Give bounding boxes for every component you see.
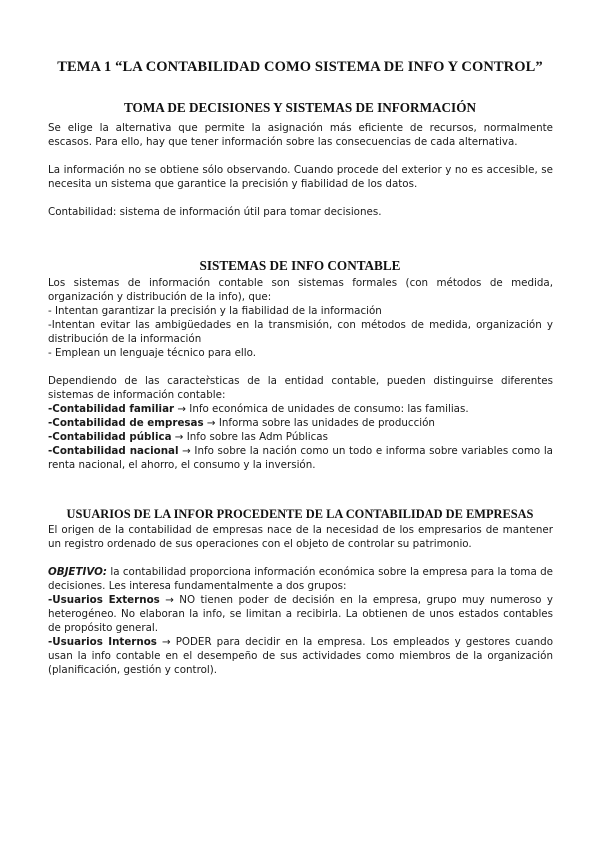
description: → PODER para decidir en la empresa. Los empleados y gestores cuando usan la info contable en el desempeño de sus actividades como miembros de la organización (planificación, gestión y control). xyxy=(48,636,553,676)
term: -Contabilidad de empresas xyxy=(48,417,204,429)
objetivo-label: OBJETIVO: xyxy=(48,566,107,578)
list-item xyxy=(48,402,553,416)
description: → Informa sobre las unidades de producción xyxy=(203,417,435,429)
paragraph: El origen de la contabilidad de empresas nace de la necesidad de los empresarios de mantener un registro ordenado de sus operaciones con el objeto de controlar su patrimonio. xyxy=(48,524,553,550)
list-item: - Emplean un lenguaje técnico para ello. xyxy=(48,347,257,359)
description: → NO tienen poder de decisión en la empresa, grupo muy numeroso y heterogéneo. No elaboran la info, se limitan a recibirla. La obtienen de unos estados contables de propósito general. xyxy=(48,594,553,634)
paragraph: Contabilidad: sistema de información útil para tomar decisiones. xyxy=(48,206,382,218)
paragraph: Los sistemas de información contable son sistemas formales (con métodos de medida, organización y distribución de la info), que: xyxy=(48,277,553,303)
list-item xyxy=(48,430,553,444)
paragraph xyxy=(48,565,553,593)
paragraph: Dependiendo de las caracter̀sticas de la entidad contable, pueden distinguirse diferentes sistemas de información contable: xyxy=(48,375,553,401)
list-item: - Intentan garantizar la precisión y la fiabilidad de la información xyxy=(48,305,382,317)
section-heading-usuarios: USUARIOS DE LA INFOR PROCEDENTE DE LA CONTABILIDAD DE EMPRESAS xyxy=(66,507,534,521)
section-body-usuarios xyxy=(48,523,553,677)
term: -Contabilidad pública xyxy=(48,431,172,443)
term: -Usuarios Internos xyxy=(48,636,157,648)
section-heading-decisiones: TOMA DE DECISIONES Y SISTEMAS DE INFORMACIÓN xyxy=(124,100,476,115)
paragraph: La información no se obtiene sólo observando. Cuando procede del exterior y no es accesible, se necesita un sistema que garantice la precisión y fiabilidad de los datos. xyxy=(48,164,553,190)
objetivo-text: la contabilidad proporciona información económica sobre la empresa para la toma de decisiones. Les interesa fundamentalmente a dos grupos: xyxy=(48,566,553,592)
description: → Info económica de unidades de consumo: las familias. xyxy=(174,403,469,415)
list-item xyxy=(48,444,553,472)
document-title: TEMA 1 “LA CONTABILIDAD COMO SISTEMA DE INFO Y CONTROL” xyxy=(57,59,543,75)
list-item xyxy=(48,635,553,677)
list-item: -Intentan evitar las ambigüedades en la transmisión, con métodos de medida, organización y distribución de la información xyxy=(48,319,553,345)
list-item xyxy=(48,593,553,635)
description: → Info sobre la nación como un todo e informa sobre variables como la renta nacional, el ahorro, el consumo y la inversión. xyxy=(48,445,553,471)
description: → Info sobre las Adm Públicas xyxy=(171,431,328,443)
section-body-decisiones xyxy=(48,121,553,219)
term: -Contabilidad familiar xyxy=(48,403,175,415)
term: -Contabilidad nacional xyxy=(48,445,179,457)
section-heading-sistemas: SISTEMAS DE INFO CONTABLE xyxy=(199,258,401,273)
list-item xyxy=(48,416,553,430)
paragraph: Se elige la alternativa que permite la asignación más eficiente de recursos, normalmente escasos. Para ello, hay que tener información sobre las consecuencias de cada alternativa. xyxy=(48,122,553,148)
section-body-sistemas xyxy=(48,276,553,472)
term: -Usuarios Externos xyxy=(48,594,160,606)
